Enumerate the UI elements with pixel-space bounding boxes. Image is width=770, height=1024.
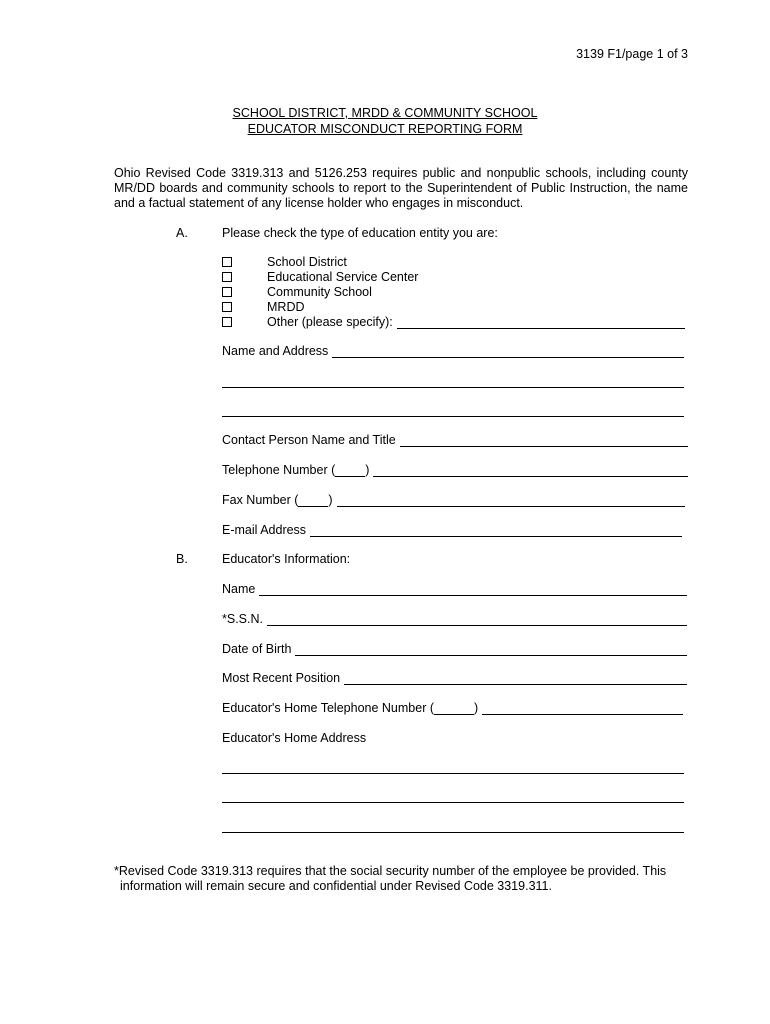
- section-b-letter: B.: [176, 552, 188, 566]
- fax-label: Fax Number (: [222, 493, 299, 507]
- checkbox-community-school[interactable]: [222, 287, 232, 297]
- footnote-line-1: *Revised Code 3319.313 requires that the social security number of the employee be provided. This: [114, 864, 667, 878]
- fax-line[interactable]: [337, 494, 685, 507]
- contact-person-label: Contact Person Name and Title: [222, 433, 396, 447]
- email-field[interactable]: [222, 523, 682, 537]
- checkbox-other[interactable]: [222, 317, 232, 327]
- contact-person-line[interactable]: [400, 434, 688, 447]
- ssn-line[interactable]: [267, 613, 687, 626]
- other-specify-line[interactable]: [397, 316, 685, 329]
- footnote-line-2: information will remain secure and confidential under Revised Code 3319.311.: [120, 879, 552, 893]
- name-address-line-2[interactable]: [222, 387, 684, 388]
- ssn-label: *S.S.N.: [222, 612, 263, 626]
- date-of-birth-field[interactable]: [222, 642, 687, 656]
- home-telephone-field[interactable]: [222, 701, 683, 715]
- educator-name-field[interactable]: [222, 582, 687, 596]
- form-title-line-2: EDUCATOR MISCONDUCT REPORTING FORM: [247, 122, 523, 136]
- other-specify-field[interactable]: [267, 315, 685, 329]
- recent-position-field[interactable]: [222, 671, 687, 685]
- telephone-label: Telephone Number (: [222, 463, 336, 477]
- name-address-label: Name and Address: [222, 344, 329, 358]
- recent-position-label: Most Recent Position: [222, 671, 341, 685]
- option-mrdd: MRDD: [267, 300, 305, 314]
- name-address-field[interactable]: [222, 344, 684, 358]
- checkbox-mrdd[interactable]: [222, 302, 232, 312]
- telephone-area-code[interactable]: [335, 464, 365, 477]
- home-address-line-2[interactable]: [222, 802, 684, 803]
- fax-field[interactable]: [222, 493, 685, 507]
- home-address-label: Educator's Home Address: [222, 731, 367, 745]
- fax-area-code[interactable]: [298, 494, 328, 507]
- home-telephone-paren-close: ): [474, 701, 479, 715]
- date-of-birth-label: Date of Birth: [222, 642, 292, 656]
- option-educational-service-center: Educational Service Center: [267, 270, 419, 284]
- home-telephone-area-code[interactable]: [434, 702, 474, 715]
- educator-name-label: Name: [222, 582, 256, 596]
- email-line[interactable]: [310, 524, 682, 537]
- section-b-heading: Educator's Information:: [222, 552, 351, 566]
- name-address-line[interactable]: [332, 345, 684, 358]
- checkbox-school-district[interactable]: [222, 257, 232, 267]
- checkbox-educational-service-center[interactable]: [222, 272, 232, 282]
- name-address-line-3[interactable]: [222, 416, 684, 417]
- home-telephone-label: Educator's Home Telephone Number (: [222, 701, 434, 715]
- telephone-field[interactable]: [222, 463, 688, 477]
- fax-paren-close: ): [328, 493, 333, 507]
- home-address-line-1[interactable]: [222, 773, 684, 774]
- section-a-letter: A.: [176, 226, 188, 240]
- form-title-line-1: SCHOOL DISTRICT, MRDD & COMMUNITY SCHOOL: [232, 106, 538, 120]
- option-community-school: Community School: [267, 285, 372, 299]
- option-school-district: School District: [267, 255, 347, 269]
- home-address-line-3[interactable]: [222, 832, 684, 833]
- home-telephone-line[interactable]: [482, 702, 683, 715]
- date-of-birth-line[interactable]: [295, 643, 687, 656]
- page-number: 3139 F1/page 1 of 3: [576, 47, 688, 61]
- intro-paragraph: Ohio Revised Code 3319.313 and 5126.253 requires public and nonpublic schools, including county MR/DD boards and community schools to report to the Superintendent of Public Instruction, the name and a factual statement of any license holder who engages in misconduct.: [114, 166, 688, 210]
- telephone-paren-close: ): [365, 463, 370, 477]
- section-a-prompt: Please check the type of education entity you are:: [222, 226, 498, 240]
- ssn-footnote: [114, 864, 688, 894]
- ssn-field[interactable]: [222, 612, 687, 626]
- educator-name-line[interactable]: [259, 583, 687, 596]
- recent-position-line[interactable]: [344, 672, 687, 685]
- contact-person-field[interactable]: [222, 433, 688, 447]
- telephone-line[interactable]: [373, 464, 688, 477]
- email-label: E-mail Address: [222, 523, 307, 537]
- other-specify-label: Other (please specify):: [267, 315, 393, 329]
